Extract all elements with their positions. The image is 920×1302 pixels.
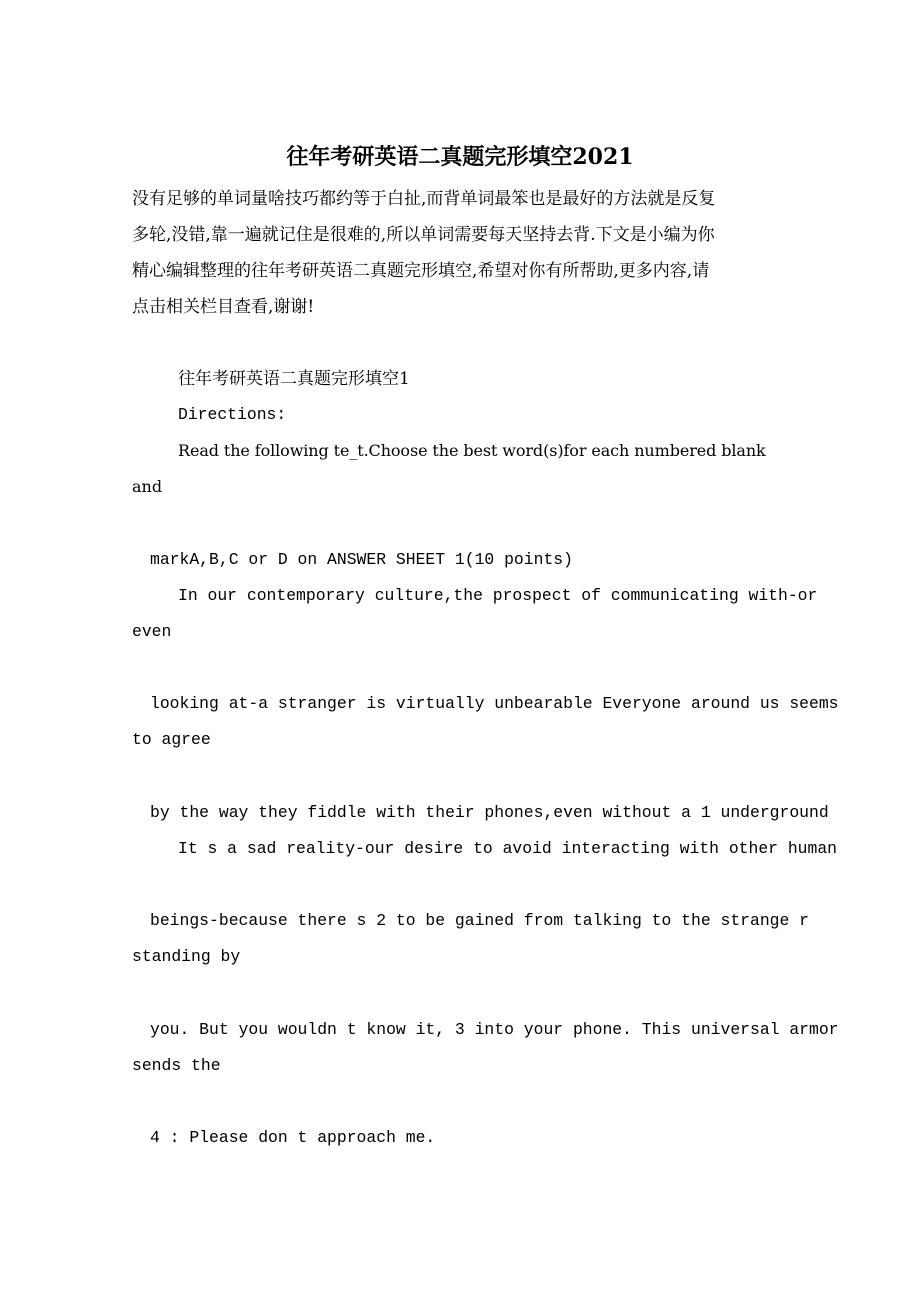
intro-line: 多轮,没错,靠一遍就记住是很难的,所以单词需要每天坚持去背.下文是小编为你 (132, 225, 715, 245)
intro-line: 没有足够的单词量啥技巧都约等于白扯,而背单词最笨也是最好的方法就是反复 (132, 189, 716, 209)
passage-line: beings-because there s 2 to be gained from talking to the strange r (150, 911, 810, 930)
document-title: 往年考研英语二真题完形填空2021 (286, 144, 634, 170)
intro-line: 点击相关栏目查看,谢谢! (132, 297, 315, 317)
passage-line: It s a sad reality-our desire to avoid interacting with other human (178, 839, 838, 858)
passage-line: In our contemporary culture,the prospect of communicating with-or (178, 586, 818, 605)
passage-line: standing by (132, 947, 241, 966)
passage-line: by the way they fiddle with their phones,even without a 1 underground (150, 803, 829, 822)
directions-label: Directions: (178, 405, 287, 424)
passage-line: even (132, 622, 172, 641)
passage-line: looking at-a stranger is virtually unbearable Everyone around us seems (150, 694, 839, 713)
instruction-line: markA,B,C or D on ANSWER SHEET 1(10 points) (150, 550, 573, 569)
section-heading: 往年考研英语二真题完形填空1 (178, 369, 410, 389)
passage-line: 4 : Please don t approach me. (150, 1128, 436, 1147)
instruction-line: Read the following te_t.Choose the best word(s)for each numbered blank (178, 441, 766, 460)
passage-line: sends the (132, 1056, 221, 1075)
passage-line: you. But you wouldn t know it, 3 into your phone. This universal armor (150, 1020, 839, 1039)
passage-line: to agree (132, 730, 211, 749)
instruction-line-wrap: and (132, 477, 163, 496)
intro-paragraph (132, 181, 792, 325)
intro-line: 精心编辑整理的往年考研英语二真题完形填空,希望对你有所帮助,更多内容,请 (132, 261, 710, 281)
